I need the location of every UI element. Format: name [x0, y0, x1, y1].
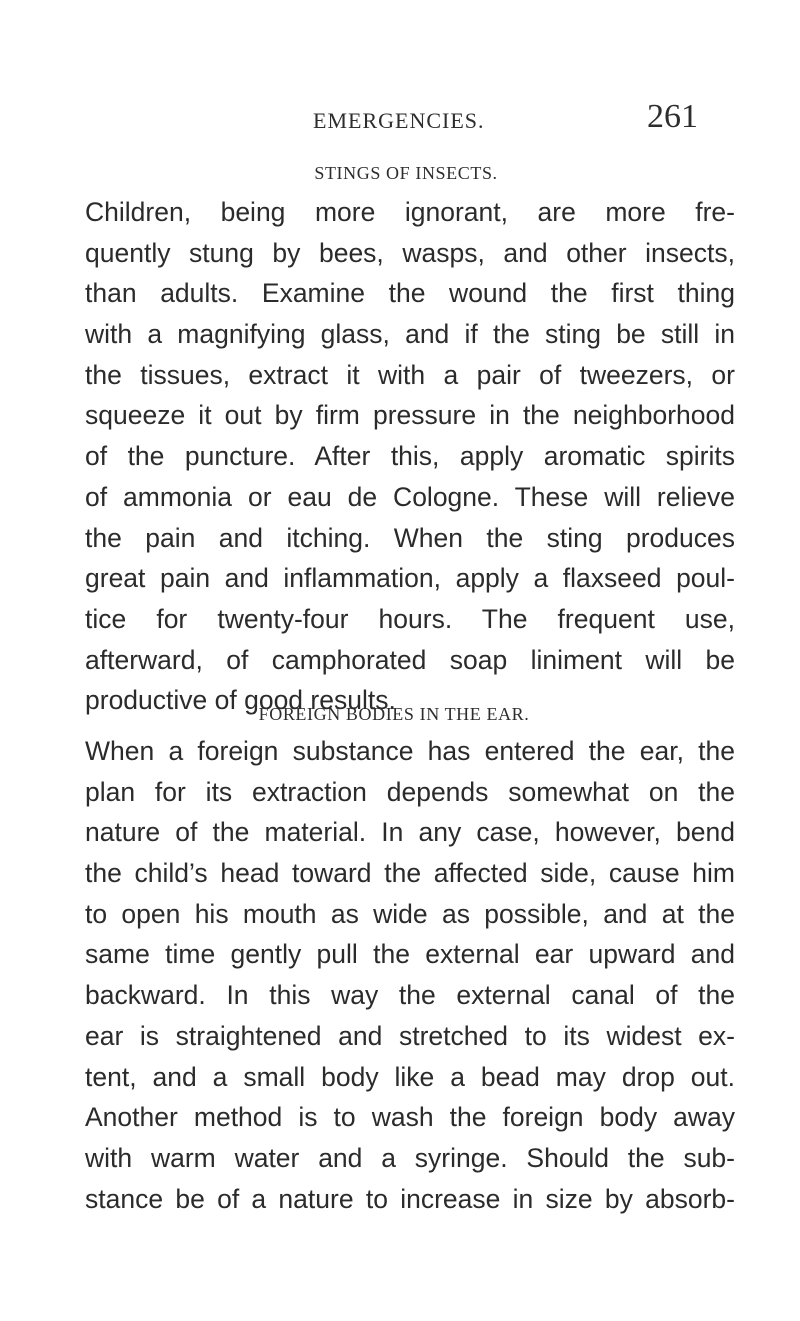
text-line: plan for its extraction depends somewhat on the — [85, 776, 735, 807]
text-line: tent, and a small body like a bead may drop out. — [85, 1061, 735, 1092]
text-line: quently stung by bees, wasps, and other insects, — [85, 237, 735, 268]
text-line: productive of good results. — [85, 685, 396, 716]
text-line: with a magnifying glass, and if the sting be still in — [85, 319, 735, 350]
text-line: with warm water and a syringe. Should the sub- — [85, 1142, 735, 1173]
text-line: stance be of a nature to increase in size by absorb- — [85, 1183, 735, 1214]
text-line: ear is straightened and stretched to its widest ex- — [85, 1020, 735, 1051]
text-line: of ammonia or eau de Cologne. These will relieve — [85, 481, 735, 512]
section-heading-ear: FOREIGN BODIES IN THE EAR. — [258, 704, 530, 724]
text-line: nature of the material. In any case, however, bend — [85, 817, 735, 848]
page-number: 261 — [647, 98, 698, 135]
text-line: When a foreign substance has entered the ear, the — [85, 736, 735, 766]
text-line: Children, being more ignorant, are more fre- — [85, 197, 735, 227]
section-heading-stings: STINGS OF INSECTS. — [314, 163, 498, 183]
text-line: tice for twenty-four hours. The frequent use, — [85, 603, 735, 634]
paragraph-stings — [85, 192, 735, 721]
paragraph-ear — [85, 731, 735, 1219]
text-line: the child’s head toward the affected side, cause him — [85, 858, 735, 889]
text-line: squeeze it out by firm pressure in the neighborhood — [85, 400, 735, 431]
running-title: EMERGENCIES. — [313, 108, 485, 133]
text-line: to open his mouth as wide as possible, and at the — [85, 898, 735, 929]
text-line: the pain and itching. When the sting produces — [85, 522, 735, 553]
text-line: of the puncture. After this, apply aromatic spirits — [85, 441, 735, 472]
running-head — [0, 98, 800, 138]
text-line: the tissues, extract it with a pair of tweezers, or — [85, 359, 735, 390]
text-line: backward. In this way the external canal of the — [85, 980, 735, 1011]
text-line: Another method is to wash the foreign body away — [85, 1102, 735, 1133]
text-line: afterward, of camphorated soap liniment will be — [85, 644, 735, 675]
text-line: great pain and inflammation, apply a flaxseed poul- — [85, 563, 735, 594]
text-line: same time gently pull the external ear upward and — [85, 939, 735, 970]
text-line: than adults. Examine the wound the first thing — [85, 278, 735, 309]
